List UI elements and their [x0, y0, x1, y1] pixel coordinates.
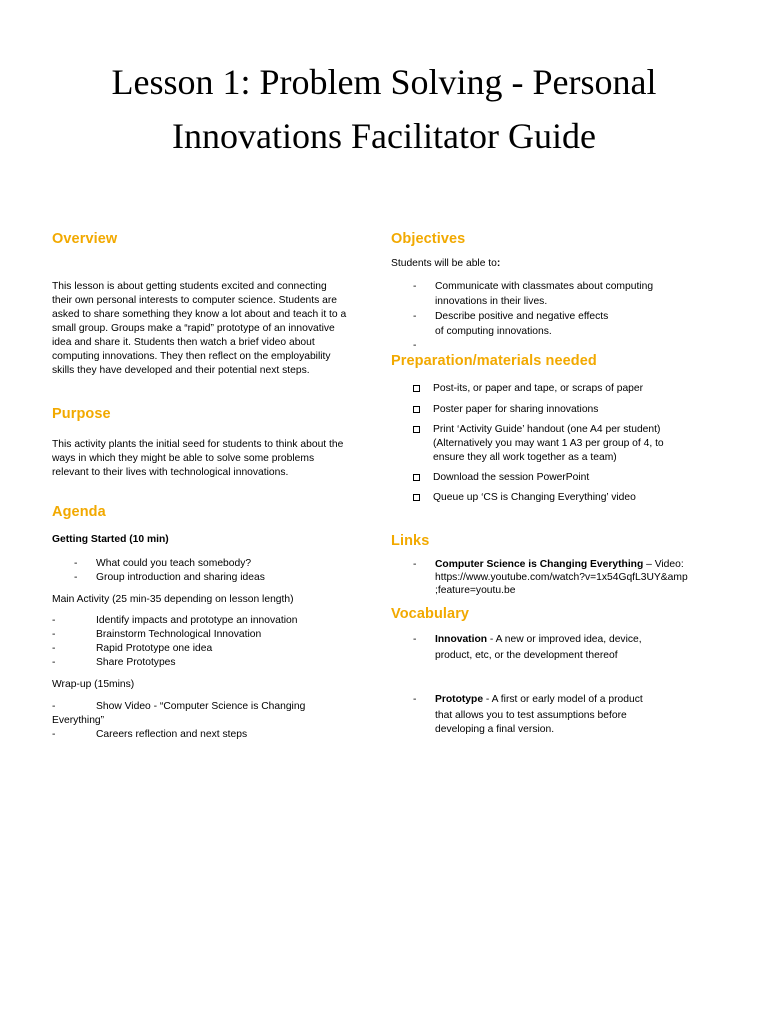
dash: - [52, 701, 56, 712]
dash: - [74, 572, 78, 583]
objective-item-continued: innovations in their lives. [435, 296, 548, 307]
vocab-definition-continued: that allows you to test assumptions before [435, 710, 627, 721]
vocab-term: Innovation [435, 634, 488, 645]
checkbox-icon [413, 474, 420, 481]
vocab-item [435, 693, 643, 707]
agenda-item: Careers reflection and next steps [96, 729, 248, 740]
agenda-heading: Agenda [52, 504, 106, 520]
preparation-heading: Preparation/materials needed [391, 353, 597, 369]
objectives-intro-colon: : [496, 258, 501, 269]
objectives-heading: Objectives [391, 231, 466, 247]
dash: - [413, 634, 417, 645]
main-activity-label: Main Activity (25 min-35 depending on lesson length) [52, 594, 294, 605]
video-url[interactable]: https://www.youtube.com/watch?v=1x54GqfL3UY&amp [435, 572, 688, 583]
material-item-continued: ensure they all work together as a team) [433, 452, 617, 463]
dash: - [52, 615, 56, 626]
purpose-heading: Purpose [52, 406, 111, 422]
agenda-item: Brainstorm Technological Innovation [96, 629, 262, 640]
vocab-definition-continued: developing a final version. [435, 724, 555, 735]
dash: - [52, 729, 56, 740]
purpose-line: This activity plants the initial seed for students to think about the [52, 439, 344, 450]
material-item-continued: (Alternatively you may want 1 A3 per group of 4, to [433, 438, 664, 449]
dash: - [413, 694, 417, 705]
video-label: – Video: [643, 559, 684, 570]
video-url-continued[interactable]: ;feature=youtu.be [435, 585, 516, 596]
overview-line: computing innovations. They then reflect on the employability [52, 351, 331, 362]
dash: - [413, 559, 417, 570]
vocab-term: Prototype [435, 694, 484, 705]
purpose-line: ways in which they might be able to solve some problems [52, 453, 315, 464]
material-item: Poster paper for sharing innovations [433, 404, 599, 415]
checkbox-icon [413, 385, 420, 392]
vocab-definition: - A new or improved idea, device, [487, 634, 642, 645]
checkbox-icon [413, 426, 420, 433]
objectives-intro-text: Students will be able to [391, 258, 497, 269]
links-heading: Links [391, 533, 430, 549]
wrap-up-label: Wrap-up (15mins) [52, 679, 135, 690]
overview-line: idea and share it. Students then watch a brief video about [52, 337, 315, 348]
dash: - [413, 281, 417, 292]
objective-item: Describe positive and negative effects [435, 311, 609, 322]
vocab-definition-continued: product, etc, or the development thereof [435, 650, 618, 661]
overview-line: small group. Groups make a “rapid” prototype of an innovative [52, 323, 335, 334]
overview-heading: Overview [52, 231, 118, 247]
overview-line: asked to share something they know a lot about and teach it to a [52, 309, 347, 320]
dash: - [52, 629, 56, 640]
vocab-definition: - A first or early model of a product [483, 694, 643, 705]
checkbox-icon [413, 406, 420, 413]
dash: - [52, 657, 56, 668]
objective-item: Communicate with classmates about computing [435, 281, 654, 292]
agenda-item-continued: Everything” [52, 715, 105, 726]
agenda-item: Identify impacts and prototype an innovation [96, 615, 298, 626]
objectives-intro [391, 257, 500, 271]
title-line-1: Lesson 1: Problem Solving - Personal [111, 62, 657, 102]
material-item: Print ‘Activity Guide’ handout (one A4 per student) [433, 424, 661, 435]
dash: - [413, 311, 417, 322]
title-line-2: Innovations Facilitator Guide [172, 116, 596, 156]
video-link-title[interactable]: Computer Science is Changing Everything [435, 559, 644, 570]
objective-item-continued: of computing innovations. [435, 326, 552, 337]
overview-line: their own personal interests to computer science. Students are [52, 295, 338, 306]
dash: - [413, 340, 417, 351]
material-item: Download the session PowerPoint [433, 472, 590, 483]
material-item: Post-its, or paper and tape, or scraps of paper [433, 383, 644, 394]
page-title [40, 55, 728, 163]
dash: - [52, 643, 56, 654]
agenda-item: Group introduction and sharing ideas [96, 572, 265, 583]
checkbox-icon [413, 494, 420, 501]
overview-line: This lesson is about getting students excited and connecting [52, 281, 327, 292]
dash: - [74, 558, 78, 569]
agenda-item: What could you teach somebody? [96, 558, 252, 569]
material-item: Queue up ‘CS is Changing Everything’ video [433, 492, 636, 503]
agenda-item: Show Video - “Computer Science is Changing [96, 701, 306, 712]
agenda-item: Share Prototypes [96, 657, 176, 668]
vocabulary-heading: Vocabulary [391, 606, 470, 622]
getting-started-label: Getting Started (10 min) [52, 534, 169, 545]
link-item [435, 558, 684, 572]
purpose-line: relevant to their lives with technological innovations. [52, 467, 289, 478]
overview-line: skills they have developed and their potential next steps. [52, 365, 310, 376]
agenda-item: Rapid Prototype one idea [96, 643, 213, 654]
vocab-item [435, 633, 642, 647]
